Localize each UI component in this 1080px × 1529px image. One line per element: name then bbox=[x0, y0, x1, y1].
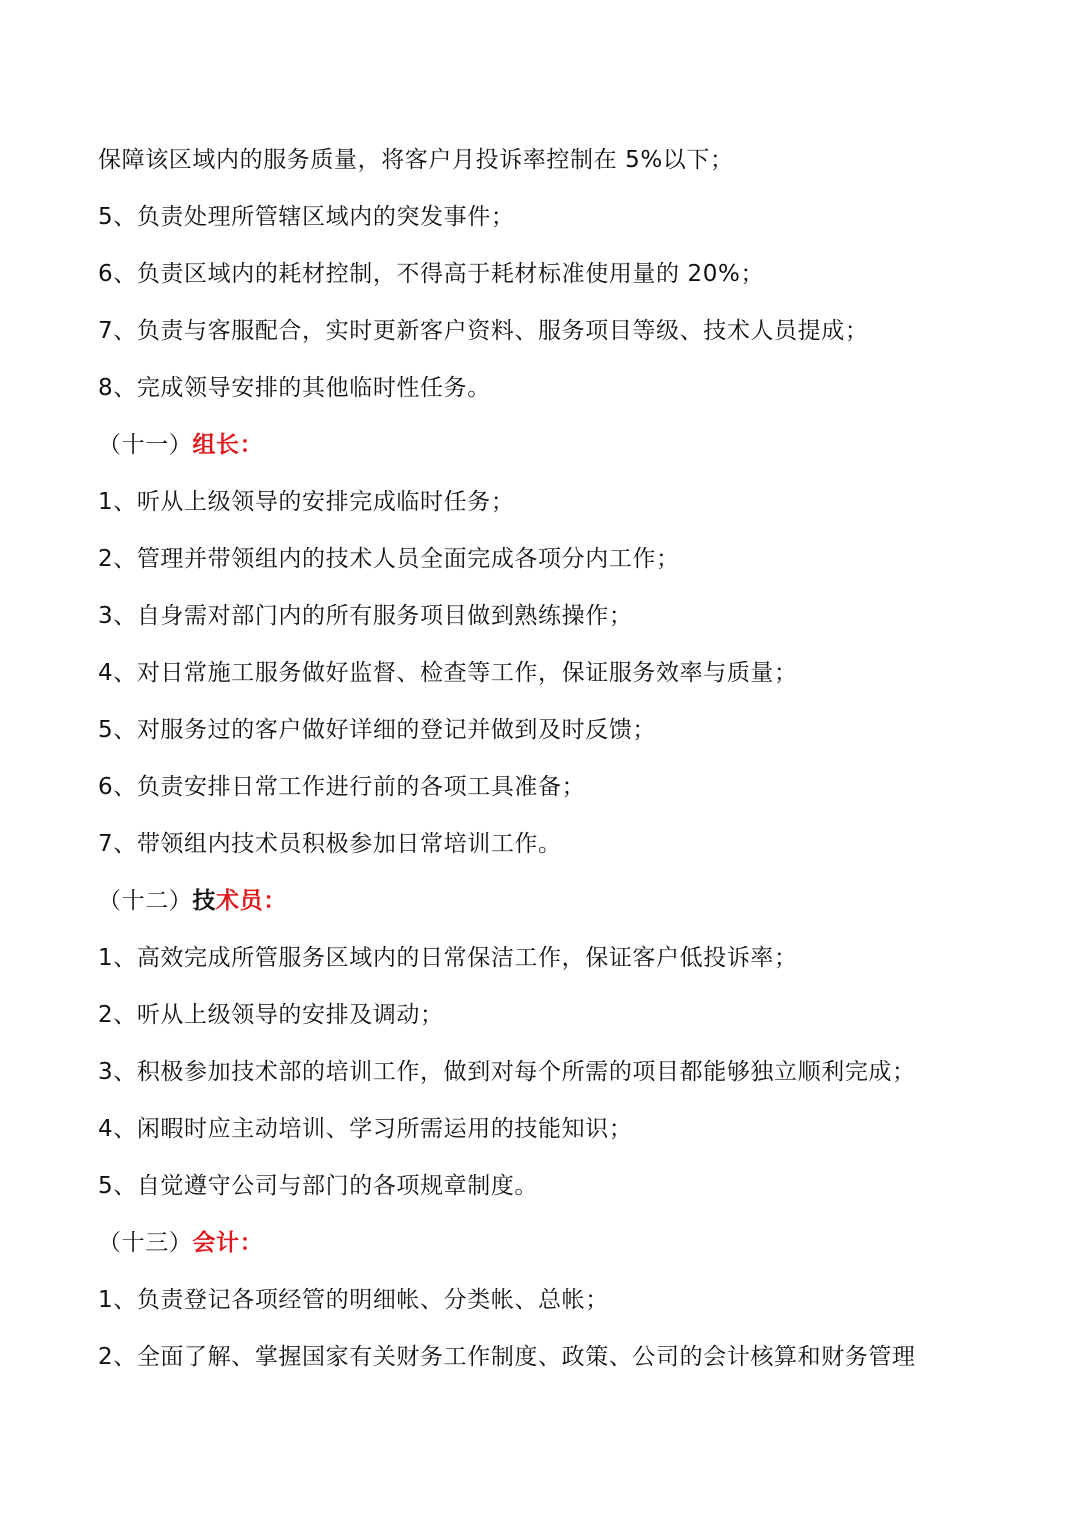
section-heading-12 bbox=[98, 883, 998, 919]
section-number: （十二） bbox=[98, 888, 193, 914]
list-item: 1、高效完成所管服务区域内的日常保洁工作，保证客户低投诉率； bbox=[98, 945, 798, 971]
section-title-part2: 术员： bbox=[216, 888, 287, 914]
list-item: 2、全面了解、掌握国家有关财务工作制度、政策、公司的会计核算和财务管理 bbox=[98, 1344, 916, 1370]
list-item: 7、负责与客服配合，实时更新客户资料、服务项目等级、技术人员提成； bbox=[98, 318, 869, 344]
list-item: 5、对服务过的客户做好详细的登记并做到及时反馈； bbox=[98, 717, 657, 743]
section-title: 组长： bbox=[192, 432, 264, 458]
list-item: 3、积极参加技术部的培训工作，做到对每个所需的项目都能够独立顺利完成； bbox=[98, 1059, 916, 1085]
list-item: 5、自觉遵守公司与部门的各项规章制度。 bbox=[98, 1173, 539, 1199]
list-item: 6、负责安排日常工作进行前的各项工具准备； bbox=[98, 774, 586, 800]
paragraph-line: 保障该区域内的服务质量，将客户月投诉率控制在 5%以下； bbox=[98, 147, 734, 173]
section-number: （十一） bbox=[98, 432, 193, 458]
list-item: 4、对日常施工服务做好监督、检查等工作，保证服务效率与质量； bbox=[98, 660, 798, 686]
list-item: 8、完成领导安排的其他临时性任务。 bbox=[98, 375, 491, 401]
section-heading-13 bbox=[98, 1225, 998, 1261]
list-item: 3、自身需对部门内的所有服务项目做到熟练操作； bbox=[98, 603, 633, 629]
list-item: 5、负责处理所管辖区域内的突发事件； bbox=[98, 204, 515, 230]
list-item: 6、负责区域内的耗材控制，不得高于耗材标准使用量的 20%； bbox=[98, 261, 765, 287]
section-heading-11 bbox=[98, 427, 998, 463]
list-item: 1、负责登记各项经管的明细帐、分类帐、总帐； bbox=[98, 1287, 609, 1313]
section-title: 会计： bbox=[192, 1230, 264, 1256]
section-number: （十三） bbox=[98, 1230, 193, 1256]
section-title-part1: 技 bbox=[192, 888, 217, 914]
list-item: 7、带领组内技术员积极参加日常培训工作。 bbox=[98, 831, 562, 857]
list-item: 2、听从上级领导的安排及调动； bbox=[98, 1002, 444, 1028]
list-item: 4、闲暇时应主动培训、学习所需运用的技能知识； bbox=[98, 1116, 633, 1142]
list-item: 1、听从上级领导的安排完成临时任务； bbox=[98, 489, 515, 515]
list-item: 2、管理并带领组内的技术人员全面完成各项分内工作； bbox=[98, 546, 680, 572]
